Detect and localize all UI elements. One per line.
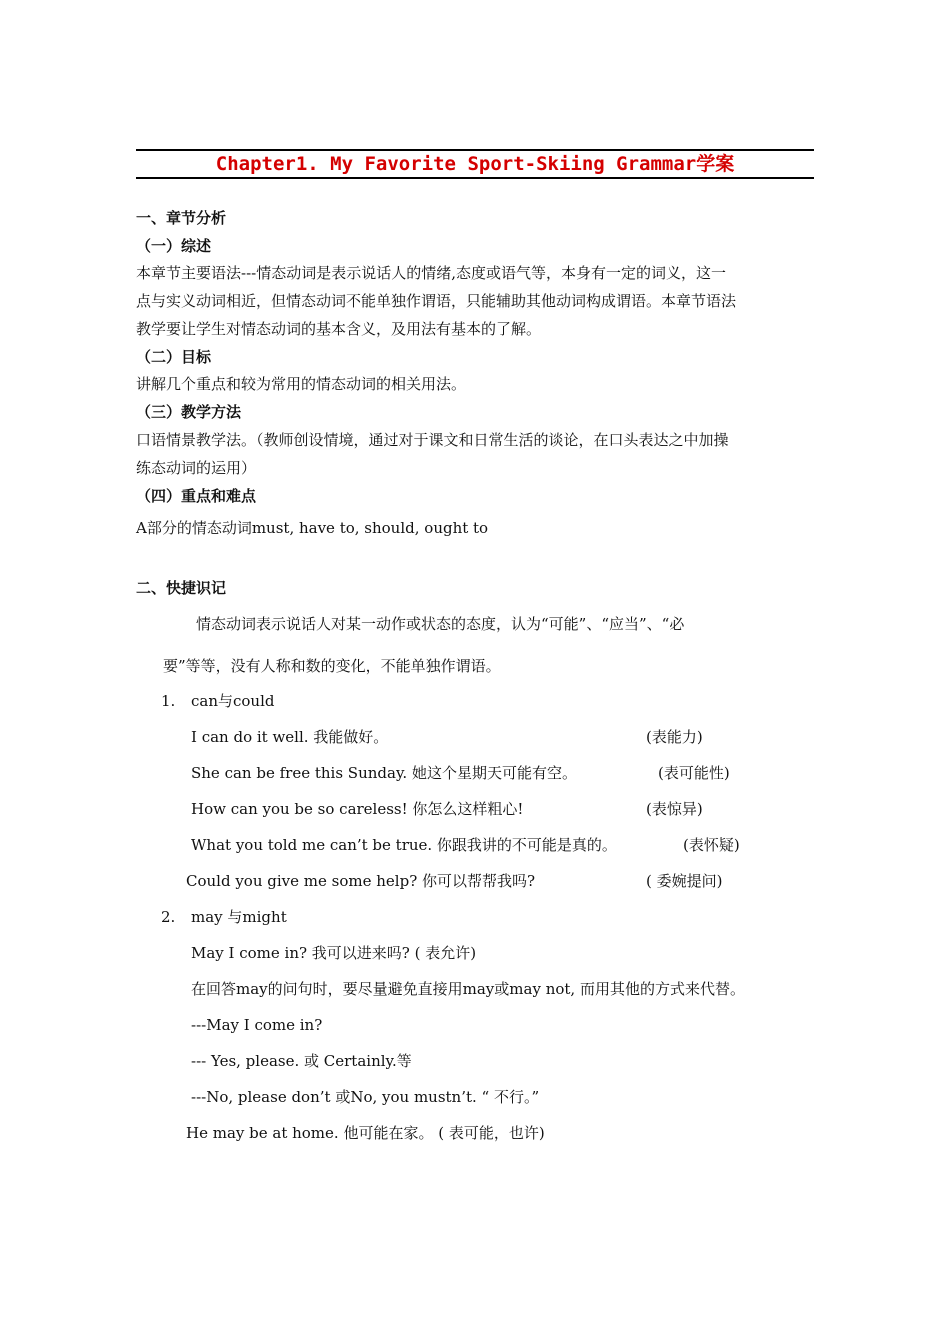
- item2-line-3: ---May I come in?: [191, 1016, 323, 1034]
- item1-note-2: (表可能性): [658, 764, 730, 782]
- title-rule-top: [136, 149, 814, 151]
- item2-number: 2.: [161, 908, 176, 926]
- item1-note-5: ( 委婉提问): [646, 872, 723, 890]
- item1-note-4: (表怀疑): [683, 836, 740, 854]
- item1-label: can与could: [191, 692, 275, 710]
- sub1-line-1: 本章节主要语法---情态动词是表示说话人的情绪,态度或语气等，本身有一定的词义，这一: [136, 264, 726, 282]
- sub4-text: A部分的情态动词must, have to, should, ought to: [136, 519, 489, 537]
- sub2-text: 讲解几个重点和较为常用的情态动词的相关用法。: [136, 375, 467, 393]
- item1-note-1: (表能力): [646, 728, 703, 746]
- sub3-line-2: 练态动词的运用）: [136, 459, 257, 477]
- title-rule-bottom: [136, 177, 814, 179]
- item1-number: 1.: [161, 692, 176, 710]
- sub1-heading: （一）综述: [136, 237, 212, 255]
- sub2-heading: （二）目标: [136, 348, 212, 366]
- sub3-line-1: 口语情景教学法。（教师创设情境，通过对于课文和日常生活的谈论，在口头表达之中加操: [136, 431, 729, 449]
- section2-intro-line-1: 情态动词表示说话人对某一动作或状态的态度，认为“可能”、“应当”、“必: [196, 615, 685, 633]
- item1-example-5: Could you give me some help? 你可以帮帮我吗?: [186, 872, 536, 890]
- section2-heading: 二、快捷识记: [136, 579, 227, 597]
- sub3-heading: （三）教学方法: [136, 403, 242, 421]
- item1-note-3: (表惊异): [646, 800, 703, 818]
- sub1-line-2: 点与实义动词相近，但情态动词不能单独作谓语，只能辅助其他动词构成谓语。本章节语法: [136, 292, 737, 310]
- item1-example-1: I can do it well. 我能做好。: [191, 728, 389, 746]
- section2-intro-line-2: 要”等等，没有人称和数的变化，不能单独作谓语。: [163, 657, 501, 675]
- sub4-heading: （四）重点和难点: [136, 487, 257, 505]
- item2-line-2: 在回答may的问句时，要尽量避免直接用may或may not, 而用其他的方式来代替。: [191, 980, 745, 998]
- item1-example-4: What you told me can’t be true. 你跟我讲的不可能是真的。: [191, 836, 617, 854]
- section1-heading: 一、章节分析: [136, 209, 227, 227]
- item2-line-5: ---No, please don’t 或No, you mustn’t. “ 不行。”: [191, 1088, 540, 1106]
- item1-example-2: She can be free this Sunday. 她这个星期天可能有空。: [191, 764, 577, 782]
- page-title: Chapter1. My Favorite Sport-Skiing Grammar学案: [215, 153, 735, 175]
- item2-line-1: May I come in? 我可以进来吗? ( 表允许): [191, 944, 477, 962]
- item1-example-3: How can you be so careless! 你怎么这样粗心!: [191, 800, 524, 818]
- sub1-line-3: 教学要让学生对情态动词的基本含义，及用法有基本的了解。: [136, 320, 542, 338]
- item2-label: may 与might: [191, 908, 287, 926]
- item2-line-6: He may be at home. 他可能在家。 ( 表可能，也许): [186, 1124, 545, 1142]
- item2-line-4: --- Yes, please. 或 Certainly.等: [191, 1052, 412, 1070]
